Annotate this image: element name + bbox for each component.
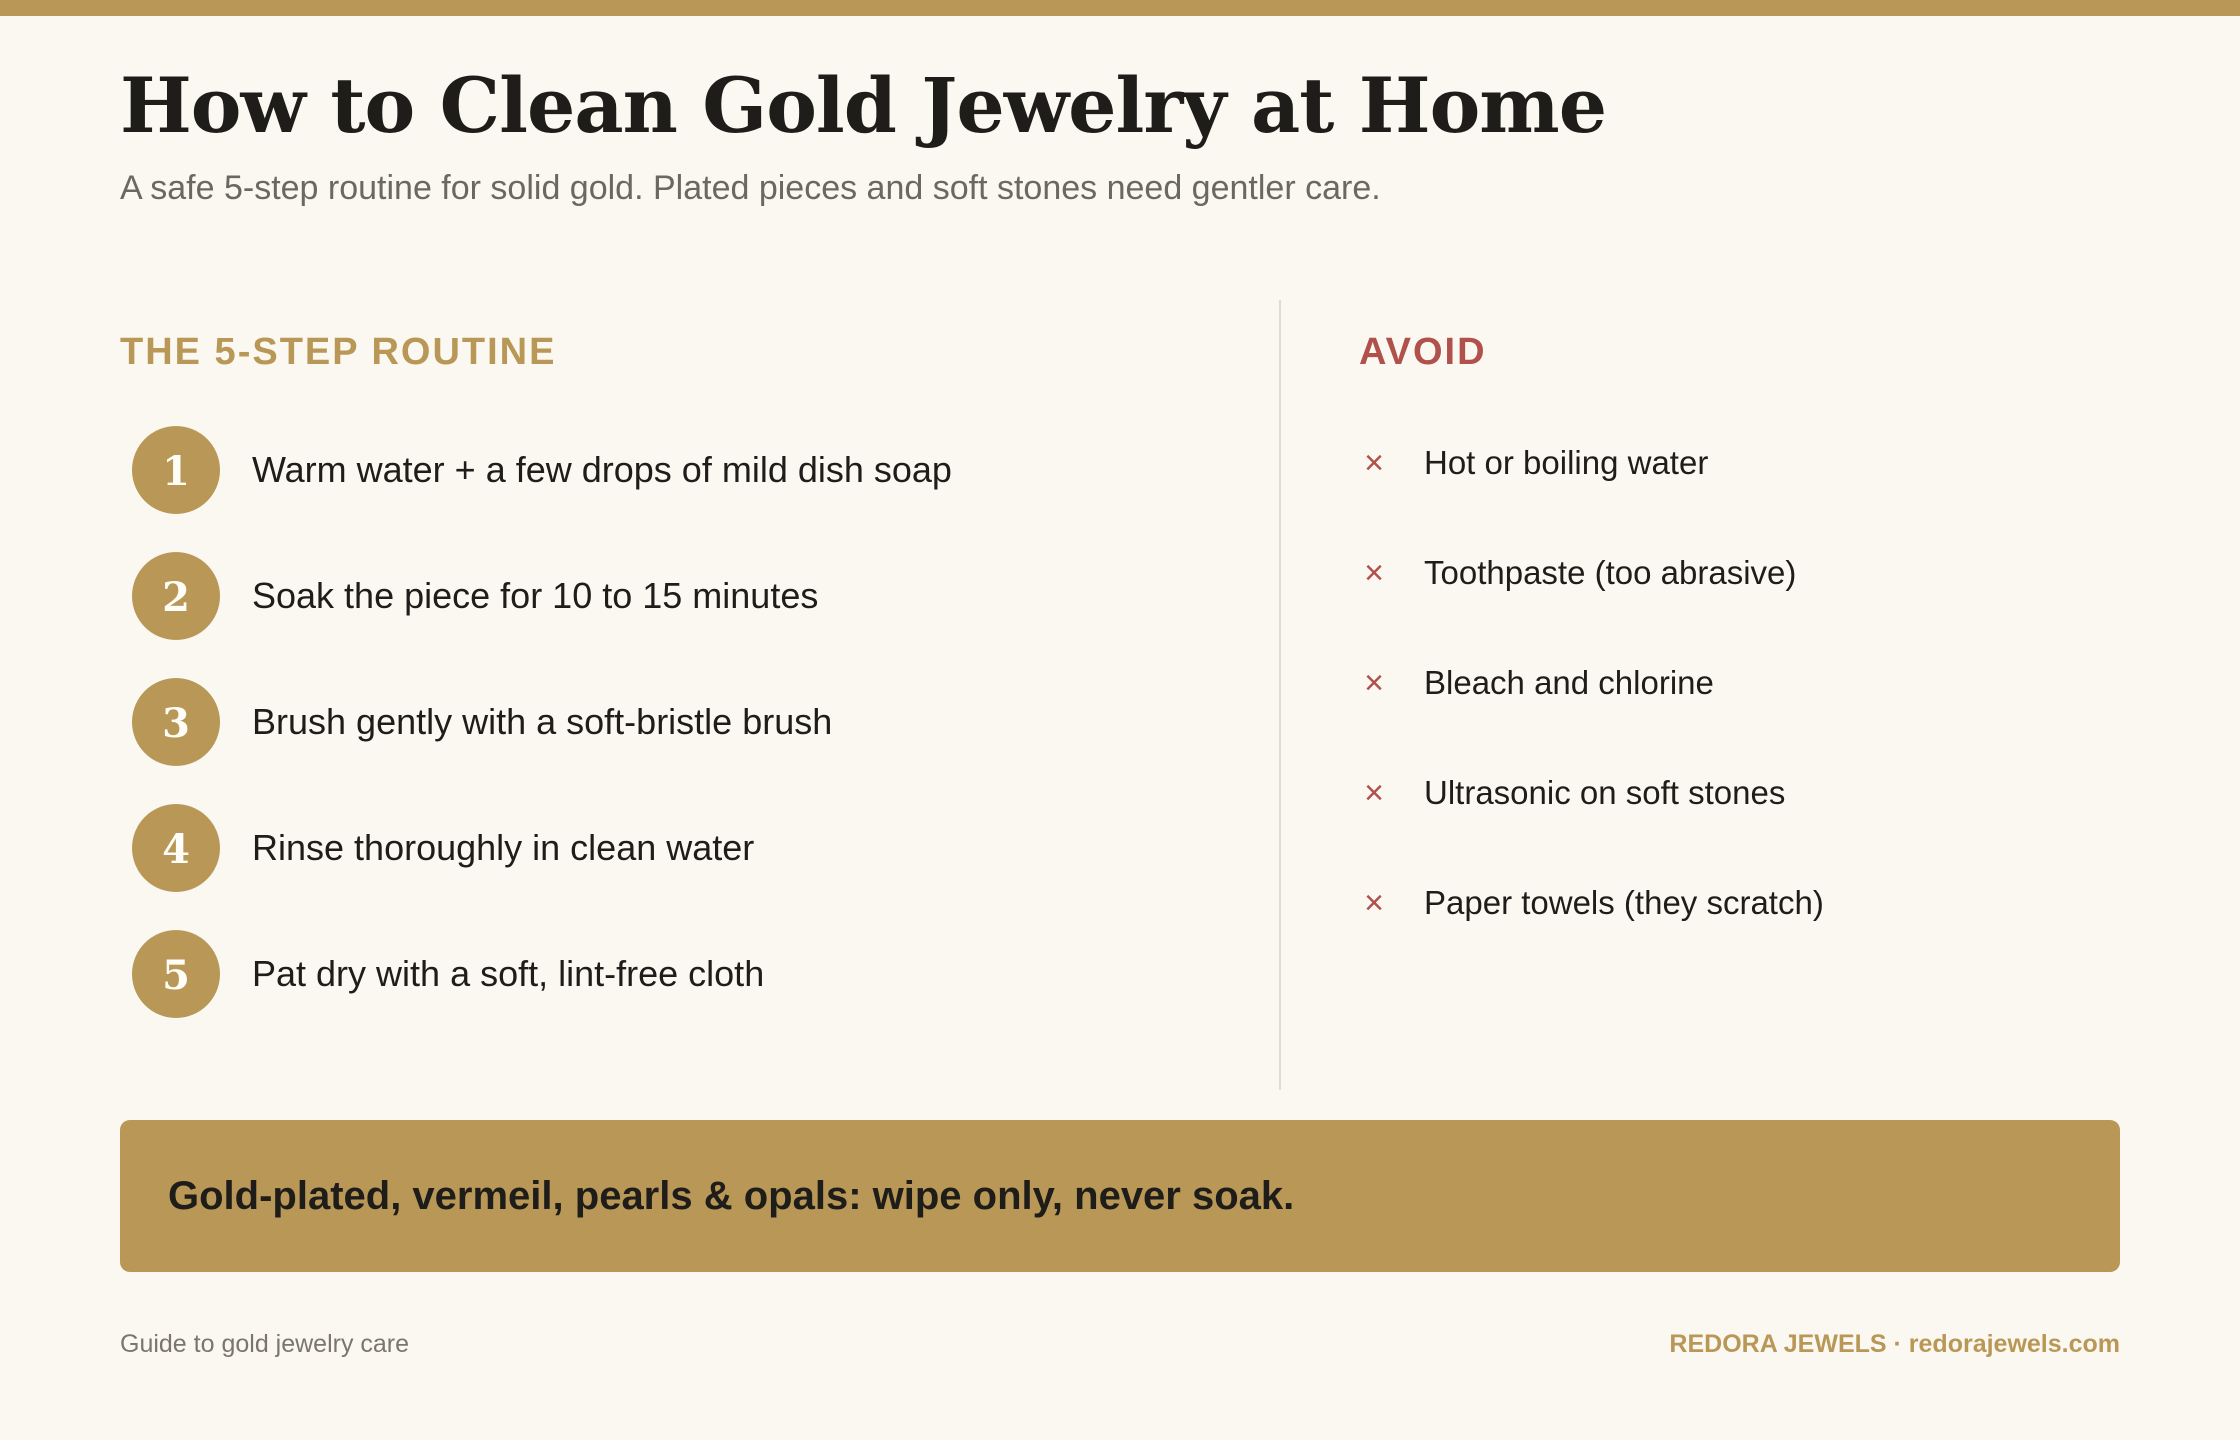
avoid-text: Hot or boiling water (1424, 444, 1709, 481)
step-item (132, 678, 1232, 766)
x-icon: × (1364, 774, 1384, 812)
x-icon: × (1364, 554, 1384, 592)
step-item (132, 804, 1232, 892)
avoid-heading: AVOID (1359, 331, 1487, 373)
step-text: Soak the piece for 10 to 15 minutes (252, 575, 819, 616)
step-number-badge: 5 (132, 930, 220, 1018)
x-icon: × (1364, 664, 1384, 702)
routine-heading: THE 5-STEP ROUTINE (120, 331, 557, 373)
callout-text: Gold-plated, vermeil, pearls & opals: wipe only, never soak. (168, 1173, 1295, 1218)
avoid-item (1359, 771, 2159, 815)
footer-caption: Guide to gold jewelry care (120, 1330, 410, 1358)
step-item (132, 552, 1232, 640)
avoid-item (1359, 441, 2159, 485)
page-subtitle: A safe 5-step routine for solid gold. Plated pieces and soft stones need gentler care. (120, 169, 1381, 207)
avoid-item (1359, 881, 2159, 925)
steps-list (132, 426, 1232, 1056)
step-item (132, 930, 1232, 1018)
step-text: Warm water + a few drops of mild dish soap (252, 449, 952, 490)
avoid-text: Paper towels (they scratch) (1424, 884, 1824, 921)
avoid-text: Toothpaste (too abrasive) (1424, 554, 1797, 591)
avoid-text: Bleach and chlorine (1424, 664, 1714, 701)
step-item (132, 426, 1232, 514)
step-number-badge: 2 (132, 552, 220, 640)
step-number-badge: 1 (132, 426, 220, 514)
step-text: Pat dry with a soft, lint-free cloth (252, 953, 765, 994)
step-number-badge: 4 (132, 804, 220, 892)
step-number-badge: 3 (132, 678, 220, 766)
x-icon: × (1364, 884, 1384, 922)
column-divider (1279, 300, 1281, 1090)
top-accent-bar (0, 0, 2240, 16)
step-text: Brush gently with a soft-bristle brush (252, 701, 833, 742)
x-icon: × (1364, 444, 1384, 482)
avoid-list (1359, 441, 2159, 991)
step-text: Rinse thoroughly in clean water (252, 827, 755, 868)
avoid-item (1359, 551, 2159, 595)
avoid-item (1359, 661, 2159, 705)
callout-banner (120, 1120, 2120, 1272)
avoid-text: Ultrasonic on soft stones (1424, 774, 1786, 811)
footer-brand: REDORA JEWELS · redorajewels.com (1669, 1330, 2120, 1358)
page-title: How to Clean Gold Jewelry at Home (120, 61, 1607, 150)
